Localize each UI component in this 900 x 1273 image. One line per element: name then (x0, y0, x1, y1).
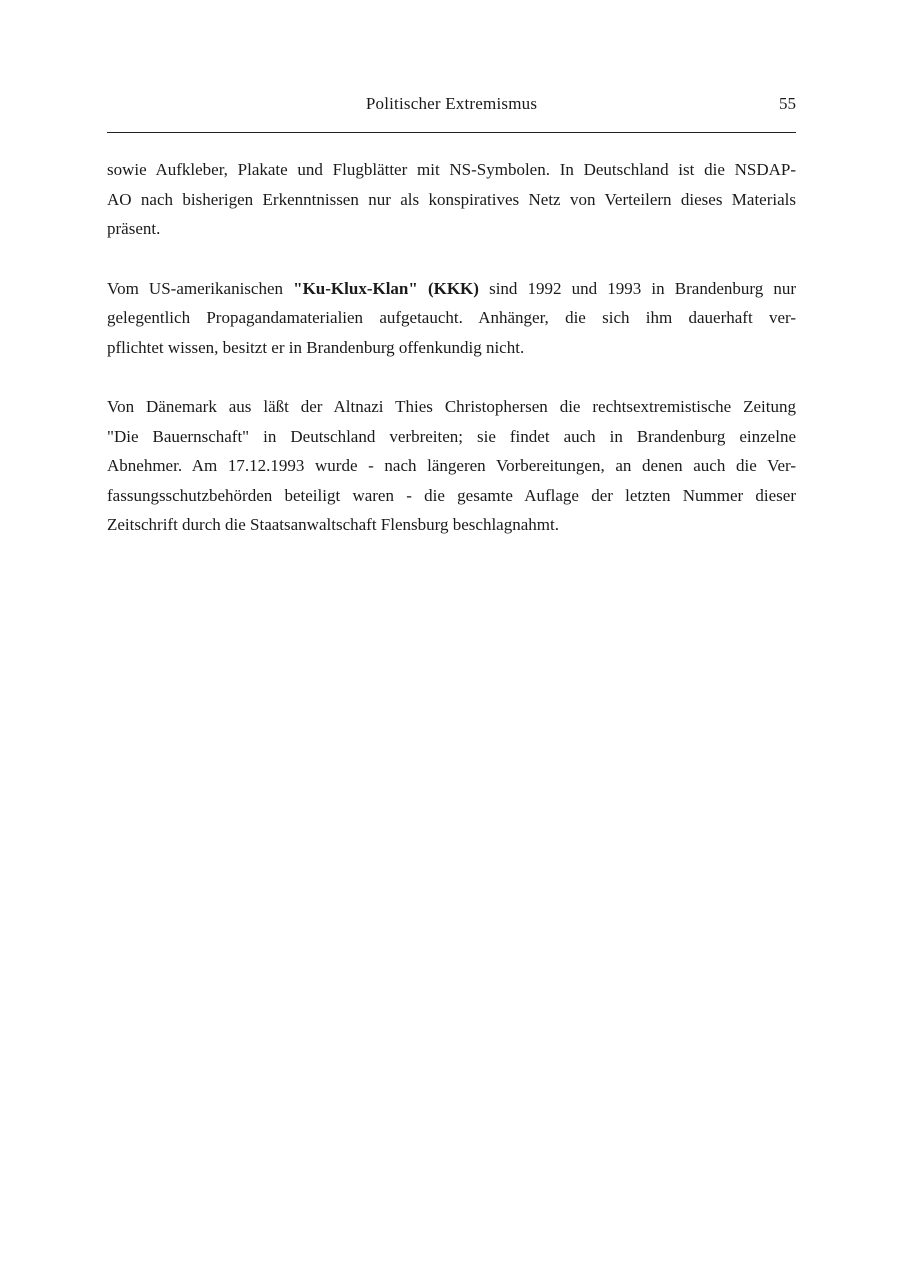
running-title: Politischer Extremismus (365, 94, 538, 113)
page-number: 55 (779, 94, 796, 113)
text-line: AO nach bisherigen Erkenntnissen nur als konspiratives Netz von Verteilern dieses Materials (107, 189, 796, 209)
paragraph-1 (107, 155, 796, 244)
text-line: sowie Aufkleber, Plakate und Flugblätter mit NS-Symbolen. In Deutschland ist die NSDAP- (107, 160, 796, 179)
text-line: gelegentlich Propagandamaterialien aufgetaucht. Anhänger, die sich ihm dauerhaft ver- (107, 308, 796, 327)
paragraph-2 (107, 274, 796, 363)
text-line: präsent. (107, 219, 161, 238)
body-text (107, 155, 796, 570)
text-segment: Vom US-amerikanischen (107, 278, 294, 298)
text-line: pflichtet wissen, besitzt er in Brandenburg offenkundig nicht. (107, 337, 525, 357)
text-line: fassungsschutzbehörden beteiligt waren - die gesamte Auflage der letzten Nummer dieser (107, 485, 796, 505)
paragraph-3 (107, 392, 796, 540)
organization-name-bold: "Ku-Klux-Klan" (KKK) (293, 278, 479, 298)
header-rule (107, 132, 796, 133)
text-line: Von Dänemark aus läßt der Altnazi Thies Christophersen die rechtsextremistische Zeitung (107, 397, 796, 416)
running-header (107, 94, 796, 120)
text-line: Abnehmer. Am 17.12.1993 wurde - nach längeren Vorbereitungen, an denen auch die Ver- (107, 456, 796, 475)
text-line: Zeitschrift durch die Staatsanwaltschaft Flensburg beschlagnahmt. (107, 515, 559, 534)
text-line (107, 274, 796, 304)
text-segment: sind 1992 und 1993 in Brandenburg nur (478, 278, 797, 298)
text-line: "Die Bauernschaft" in Deutschland verbreiten; sie findet auch in Brandenburg einzelne (107, 426, 796, 446)
